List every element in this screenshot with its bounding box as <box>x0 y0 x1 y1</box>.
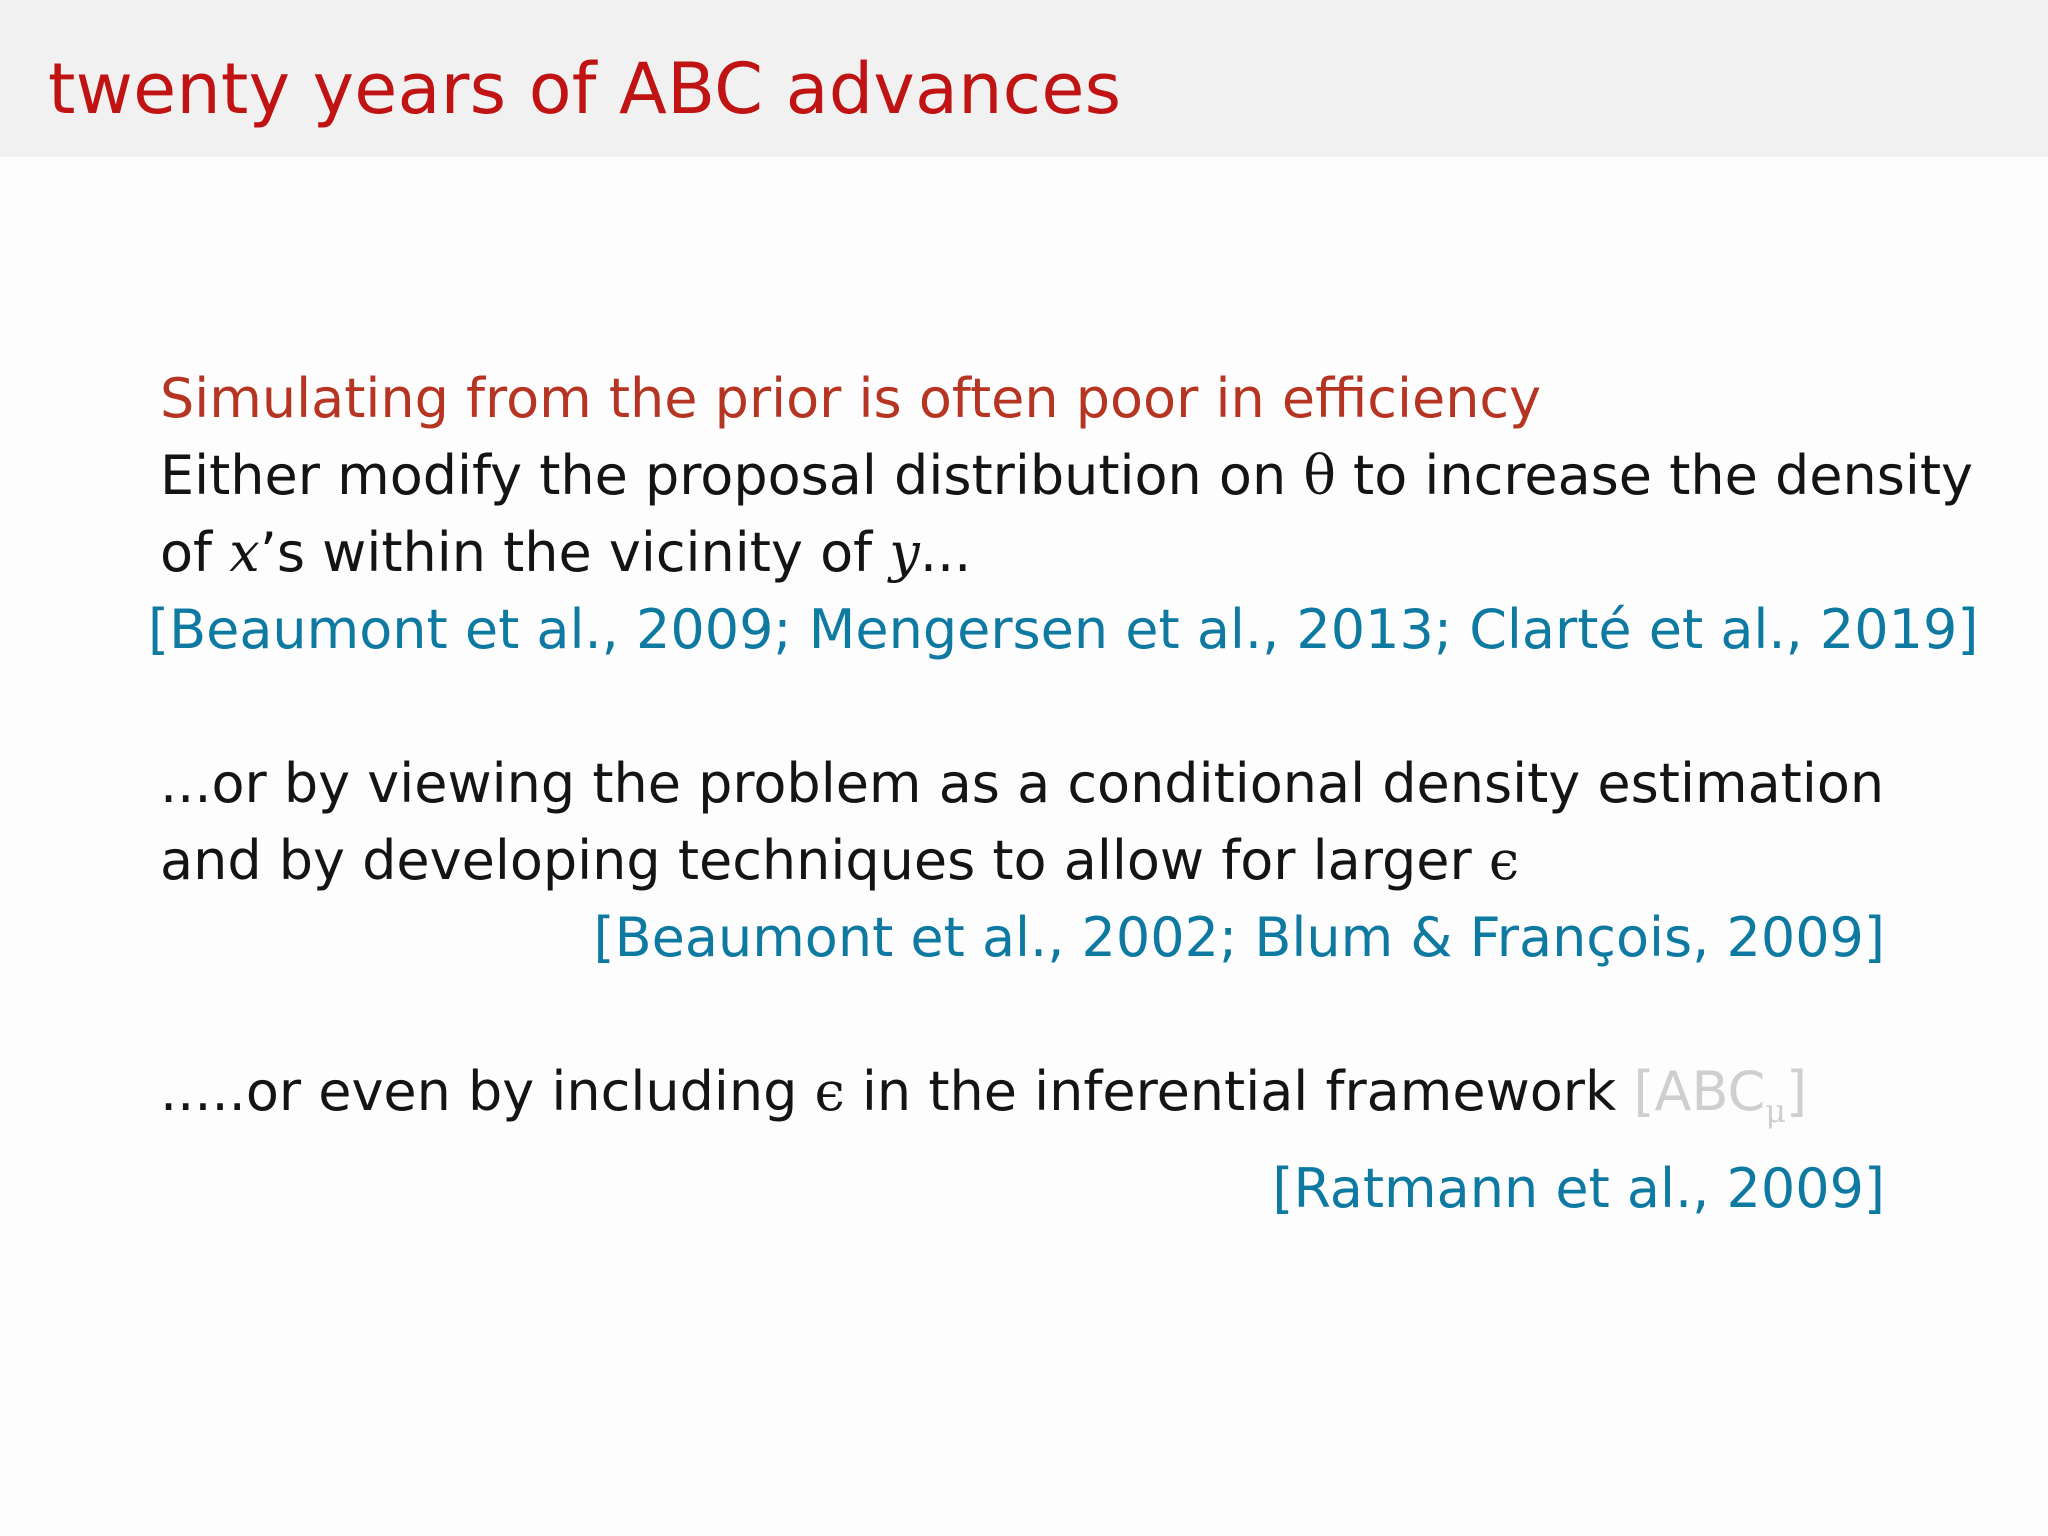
citation-one: [Beaumont et al., 2009; Mengersen et al., 2013; Clarté et al., 2019] <box>148 598 1979 661</box>
spacer <box>160 668 1885 745</box>
highlight-sentence: Simulating from the prior is often poor in efficiency <box>160 367 1542 430</box>
paragraph-one-text-after-theta: to increase the density <box>1335 444 1973 507</box>
paragraph-three-line <box>160 1053 1885 1150</box>
paragraph-one-line-two <box>160 514 1885 591</box>
epsilon-symbol: ϵ <box>814 1060 845 1123</box>
x-variable: x <box>229 521 260 584</box>
paragraph-one-line-one <box>160 437 1973 514</box>
citation-three: [Ratmann et al., 2009] <box>1272 1157 1885 1220</box>
paragraph-one-of: of <box>160 521 230 584</box>
paragraph-one-ellipsis: ... <box>919 521 972 584</box>
abc-label-open: [ABC <box>1633 1060 1766 1123</box>
paragraph-two-line-two <box>160 822 1885 899</box>
mu-subscript: μ <box>1765 1092 1787 1130</box>
paragraph-three-text-before-epsilon: .....or even by including <box>160 1060 815 1123</box>
paragraph-two-line-one: ...or by viewing the problem as a conditional density estimation <box>160 752 1885 815</box>
paragraph-one-text-before-theta: Either modify the proposal distribution on <box>160 444 1304 507</box>
citation-two: [Beaumont et al., 2002; Blum & François, 2009] <box>593 906 1885 969</box>
abc-mu-label <box>1633 1060 1808 1130</box>
title-bar <box>0 0 2048 157</box>
spacer <box>160 976 1885 1053</box>
y-variable: y <box>889 521 920 584</box>
theta-symbol: θ <box>1303 444 1336 507</box>
epsilon-symbol: ϵ <box>1488 829 1520 892</box>
paragraph-two-text: and by developing techniques to allow for larger <box>160 829 1489 892</box>
slide-content <box>148 360 1979 1227</box>
abc-label-close: ] <box>1786 1060 1808 1123</box>
paragraph-three-text-after-epsilon: in the inferential framework <box>844 1060 1634 1123</box>
paragraph-one-middle: ’s within the vicinity of <box>259 521 890 584</box>
slide-title: twenty years of ABC advances <box>48 48 1122 130</box>
